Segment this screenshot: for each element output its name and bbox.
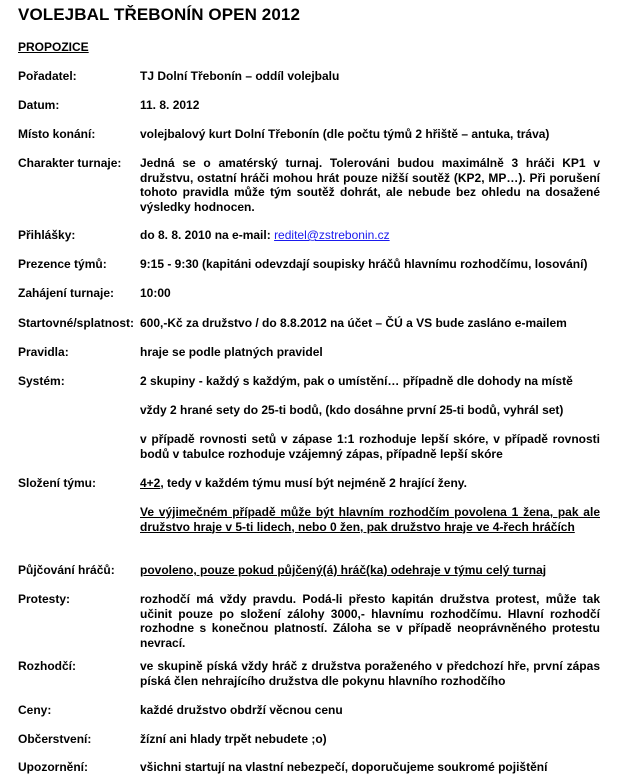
value-protesty: rozhodčí má vždy pravdu. Podá-li přesto kapitán družstva protest, může tak učinit pouze po složení zálohy 3000,- hlavnímu rozhodčímu. Hlavní rozhodčí rozhodne s konečnou platností. Záloha se v případě neoprávněného protestu nevrací. (140, 592, 600, 650)
label-prezence: Prezence týmů: (18, 257, 107, 271)
value-pravidla: hraje se podle platných pravidel (140, 345, 323, 359)
label-slozeni: Složení týmu: (18, 476, 97, 490)
value-charakter: Jedná se o amatérský turnaj. Tolerováni budou maximálně 3 hráči KP1 v družstvu, ostatní hráči mohou hrát pouze nižší soutěž (KP2, MP…). Při porušení tohoto pravidla může tým soutěž dohrát, ale nebude bez ohledu na dosažené výsledky hodnocen. (140, 156, 600, 214)
label-protesty: Protesty: (18, 592, 71, 606)
label-poradatel: Pořadatel: (18, 69, 77, 83)
value-rozhodci: ve skupině píská vždy hráč z družstva poraženého v předchozí hře, první zápas píská člen nehrajícího družstva dle pokynu hlavního rozhodčího (140, 659, 600, 688)
label-misto: Místo konání: (18, 127, 96, 141)
label-prihlasky: Přihlášky: (18, 228, 76, 242)
team-format: 4+2 (140, 476, 161, 490)
value-misto: volejbalový kurt Dolní Třebonín (dle počtu týmů 2 hřiště – antuka, tráva) (140, 127, 550, 141)
label-pravidla: Pravidla: (18, 345, 69, 359)
value-prihlasky (140, 228, 600, 243)
label-upozorneni: Upozornění: (18, 760, 88, 774)
value-system-2: vždy 2 hrané sety do 25-ti bodů, (kdo dosáhne první 25-ti bodů, vyhrál set) (140, 403, 564, 417)
value-ceny: každé družstvo obdrží věcnou cenu (140, 703, 343, 717)
value-obcerstveni: žízní ani hlady trpět nebudete ;o) (140, 732, 327, 746)
label-obcerstveni: Občerstvení: (18, 732, 92, 746)
value-startovne: 600,-Kč za družstvo / do 8.8.2012 na účet – ČÚ a VS bude zasláno e-mailem (140, 316, 567, 330)
label-ceny: Ceny: (18, 703, 52, 717)
value-upozorneni: všichni startují na vlastní nebezpečí, doporučujeme soukromé pojištění (140, 760, 548, 774)
value-prezence: 9:15 - 9:30 (kapitáni odevzdají soupisky hráčů hlavnímu rozhodčímu, losování) (140, 257, 588, 271)
email-link[interactable]: reditel@zstrebonin.cz (274, 228, 390, 242)
value-slozeni-1 (140, 476, 600, 491)
section-heading: PROPOZICE (18, 40, 89, 54)
label-datum: Datum: (18, 98, 60, 112)
label-zahajeni: Zahájení turnaje: (18, 286, 115, 300)
label-charakter: Charakter turnaje: (18, 156, 122, 170)
label-pujcovani: Půjčování hráčů: (18, 563, 115, 577)
value-poradatel: TJ Dolní Třebonín – oddíl volejbalu (140, 69, 340, 83)
label-rozhodci: Rozhodčí: (18, 659, 76, 673)
document-title: VOLEJBAL TŘEBONÍN OPEN 2012 (18, 5, 301, 24)
value-datum: 11. 8. 2012 (140, 98, 200, 112)
value-slozeni-2: Ve výjimečném případě může být hlavním rozhodčím povolena 1 žena, pak ale družstvo hraje v 5-ti lidech, nebo 0 žen, pak družstvo hraje ve 4-řech hráčích (140, 505, 600, 534)
slozeni-text: , tedy v každém týmu musí být nejméně 2 hrající ženy. (160, 476, 467, 490)
prihlasky-text: do 8. 8. 2010 na e-mail: (140, 228, 275, 242)
value-system-3: v případě rovnosti setů v zápase 1:1 rozhoduje lepší skóre, v případě rovnosti bodů v tabulce rozhoduje vzájemný zápas, případně lepší skóre (140, 432, 600, 461)
value-pujcovani: povoleno, pouze pokud půjčený(á) hráč(ka) odehraje v týmu celý turnaj (140, 563, 547, 577)
label-system: Systém: (18, 374, 65, 388)
label-startovne: Startovné/splatnost: (18, 316, 135, 330)
value-system-1: 2 skupiny - každý s každým, pak o umístění… případně dle dohody na místě (140, 374, 573, 388)
value-zahajeni: 10:00 (140, 286, 171, 300)
